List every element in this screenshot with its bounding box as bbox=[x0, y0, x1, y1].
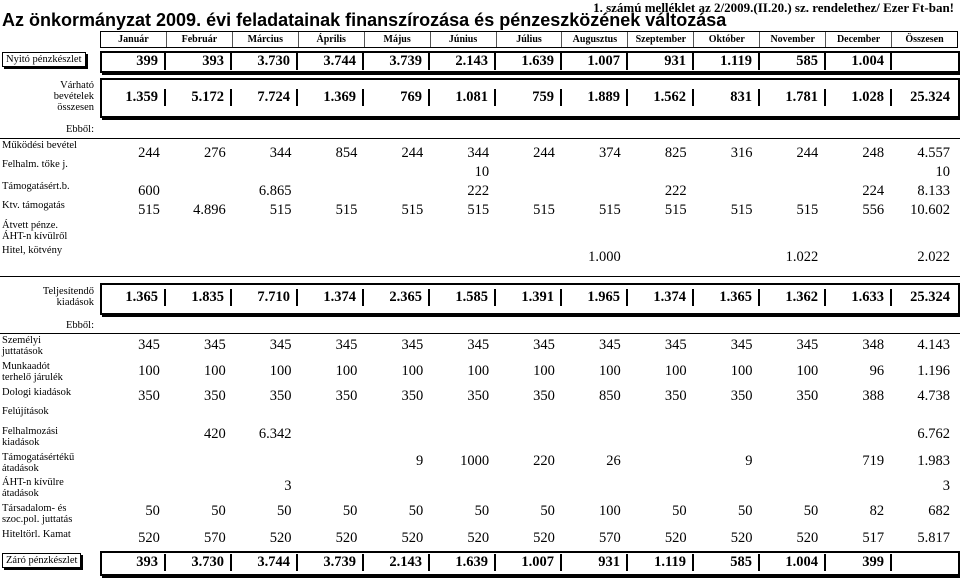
cell: 100 bbox=[203, 363, 226, 379]
cell: 520 bbox=[730, 530, 753, 546]
cell: 3 bbox=[284, 478, 292, 494]
cell: 393 bbox=[166, 53, 232, 70]
cell: 25.324 bbox=[910, 89, 950, 105]
cell: 350 bbox=[138, 388, 160, 404]
employer-row bbox=[100, 363, 956, 380]
cell: 1.889 bbox=[562, 89, 628, 106]
cell: 1.781 bbox=[760, 89, 826, 106]
cell: 1.004 bbox=[760, 554, 826, 571]
cell bbox=[824, 426, 890, 443]
cell bbox=[363, 164, 429, 181]
label-line: kiadások bbox=[2, 437, 40, 448]
cell: 345 bbox=[599, 337, 621, 353]
cell bbox=[627, 453, 693, 470]
cell: 2.365 bbox=[364, 289, 430, 306]
cell: 100 bbox=[269, 363, 292, 379]
cell: 1.374 bbox=[298, 289, 364, 306]
cell bbox=[693, 426, 759, 443]
cell bbox=[100, 426, 166, 443]
month-12: Összesen bbox=[905, 34, 944, 45]
cell: 399 bbox=[100, 53, 166, 70]
cell: 556 bbox=[862, 202, 885, 218]
reference-note: 1. számú melléklet az 2/2009.(II.20.) sz. rendelethez/ Ezer Ft-ban! bbox=[593, 0, 954, 15]
closing-label: Záró pénzkészlet bbox=[2, 553, 81, 568]
cell: 393 bbox=[100, 554, 166, 571]
cell bbox=[627, 249, 693, 266]
expense-total-label bbox=[2, 286, 94, 308]
cell: 350 bbox=[269, 388, 292, 404]
cell bbox=[166, 249, 232, 266]
closing-row bbox=[100, 554, 956, 571]
cell bbox=[758, 183, 824, 200]
cell: 854 bbox=[335, 145, 358, 161]
label-line: Társadalom- és bbox=[2, 503, 67, 514]
cell: 1.983 bbox=[917, 453, 950, 469]
operating-label: Működési bevétel bbox=[2, 140, 77, 151]
cell: 515 bbox=[796, 202, 819, 218]
social-row bbox=[100, 503, 956, 520]
cell: 348 bbox=[862, 337, 885, 353]
cell bbox=[363, 183, 429, 200]
cell: 350 bbox=[796, 388, 819, 404]
cell: 1.639 bbox=[430, 554, 496, 571]
cell bbox=[232, 249, 298, 266]
social-label bbox=[2, 503, 72, 525]
cell: 350 bbox=[664, 388, 687, 404]
cell: 515 bbox=[533, 202, 555, 218]
cell bbox=[298, 426, 364, 443]
investment-label bbox=[2, 426, 58, 448]
month-6: Július bbox=[497, 32, 563, 47]
month-11: December bbox=[826, 32, 892, 47]
cell: 100 bbox=[138, 363, 160, 379]
cell: 345 bbox=[203, 337, 226, 353]
cell: 10 bbox=[474, 164, 490, 180]
cell: 100 bbox=[335, 363, 358, 379]
cell: 10.602 bbox=[910, 202, 950, 218]
cell: 100 bbox=[796, 363, 819, 379]
of-which-label-2: Ebből: bbox=[66, 320, 94, 331]
capital-label: Felhalm. tőke j. bbox=[2, 159, 68, 170]
cell: 520 bbox=[664, 530, 687, 546]
label-line: juttatások bbox=[2, 346, 43, 357]
material-row bbox=[100, 388, 956, 405]
cell: 244 bbox=[138, 145, 160, 161]
cell: 50 bbox=[474, 503, 490, 519]
cell: 2.143 bbox=[364, 554, 430, 571]
cell bbox=[495, 478, 561, 495]
cell: 3 bbox=[942, 478, 950, 494]
month-5: Június bbox=[431, 32, 497, 47]
cell: 570 bbox=[599, 530, 621, 546]
loan-repay-row bbox=[100, 530, 956, 547]
cell bbox=[166, 453, 232, 470]
cell: 825 bbox=[664, 145, 687, 161]
cell: 388 bbox=[862, 388, 885, 404]
month-3: Április bbox=[299, 32, 365, 47]
month-2: Március bbox=[233, 32, 299, 47]
cell: 520 bbox=[335, 530, 358, 546]
cell: 100 bbox=[401, 363, 424, 379]
cell: 96 bbox=[869, 363, 885, 379]
cell: 9 bbox=[745, 453, 753, 469]
cell: 4.143 bbox=[917, 337, 950, 353]
cell bbox=[232, 164, 298, 181]
cell: 6.342 bbox=[258, 426, 292, 442]
cell: 82 bbox=[869, 503, 885, 519]
cell: 3.739 bbox=[298, 554, 364, 571]
cell: 399 bbox=[826, 554, 892, 571]
cell bbox=[298, 453, 364, 470]
cell bbox=[429, 249, 495, 266]
cell: 4.738 bbox=[917, 388, 950, 404]
cell: 759 bbox=[496, 89, 562, 106]
cell: 1.359 bbox=[100, 89, 166, 106]
cell: 50 bbox=[342, 503, 358, 519]
cell: 100 bbox=[533, 363, 555, 379]
cell: 4.557 bbox=[917, 145, 950, 161]
cell: 1000 bbox=[460, 453, 490, 469]
cell bbox=[166, 164, 232, 181]
cell bbox=[561, 426, 627, 443]
cell: 515 bbox=[138, 202, 160, 218]
cell bbox=[100, 249, 166, 266]
cell: 682 bbox=[928, 503, 950, 519]
aht-out-label bbox=[2, 477, 64, 499]
cell: 6.865 bbox=[258, 183, 292, 199]
central-subsidy-row bbox=[100, 202, 956, 219]
label-line: Támogatásértékű bbox=[2, 452, 75, 463]
label-line: Teljesítendő bbox=[42, 286, 94, 297]
renovation-label: Felújítások bbox=[2, 406, 49, 417]
cell: 345 bbox=[269, 337, 292, 353]
personnel-label bbox=[2, 335, 43, 357]
cell: 222 bbox=[467, 183, 490, 199]
label-line: összesen bbox=[57, 102, 94, 113]
transfer-label bbox=[2, 220, 67, 242]
cell: 769 bbox=[364, 89, 430, 106]
cell: 50 bbox=[540, 503, 555, 519]
cell: 1.365 bbox=[100, 289, 166, 306]
subsidy-out-row bbox=[100, 453, 956, 470]
cell bbox=[561, 164, 627, 181]
cell bbox=[363, 426, 429, 443]
month-8: Szeptember bbox=[628, 32, 694, 47]
cell bbox=[824, 164, 890, 181]
cell bbox=[495, 426, 561, 443]
cell: 6.762 bbox=[917, 426, 950, 442]
label-line: Felhalmozási bbox=[2, 426, 58, 437]
cell bbox=[561, 183, 627, 200]
cell: 50 bbox=[211, 503, 226, 519]
cell: 100 bbox=[599, 503, 621, 519]
cell: 520 bbox=[533, 530, 555, 546]
aht-out-row bbox=[100, 478, 956, 495]
cell bbox=[298, 478, 364, 495]
cell: 585 bbox=[694, 554, 760, 571]
operating-row bbox=[100, 145, 956, 162]
month-header bbox=[100, 31, 958, 48]
cell: 345 bbox=[138, 337, 160, 353]
cell: 345 bbox=[796, 337, 819, 353]
cell: 1.022 bbox=[785, 249, 819, 265]
opening-row bbox=[100, 53, 956, 70]
label-line: Várható bbox=[60, 80, 94, 91]
cell bbox=[363, 478, 429, 495]
cell: 515 bbox=[269, 202, 292, 218]
cell: 220 bbox=[533, 453, 555, 469]
investment-row bbox=[100, 426, 956, 443]
cell: 244 bbox=[533, 145, 555, 161]
cell: 3.730 bbox=[232, 53, 298, 70]
cell: 100 bbox=[467, 363, 490, 379]
cell bbox=[693, 249, 759, 266]
cell: 931 bbox=[562, 554, 628, 571]
cell: 1.562 bbox=[628, 89, 694, 106]
revenue-total-row bbox=[100, 89, 956, 106]
cell: 50 bbox=[408, 503, 424, 519]
cell: 100 bbox=[664, 363, 687, 379]
cell: 3.739 bbox=[364, 53, 430, 70]
cell: 50 bbox=[277, 503, 292, 519]
cell bbox=[892, 53, 956, 70]
capital-row bbox=[100, 164, 956, 181]
cell: 374 bbox=[599, 145, 621, 161]
cell: 1.119 bbox=[694, 53, 760, 70]
cell: 350 bbox=[203, 388, 226, 404]
page-title: Az önkormányzat 2009. évi feladatainak finanszírozása és pénzeszközének változása bbox=[2, 10, 727, 30]
month-10: November bbox=[760, 32, 826, 47]
cell: 520 bbox=[796, 530, 819, 546]
subsidy-ref-row bbox=[100, 183, 956, 200]
cell: 350 bbox=[335, 388, 358, 404]
cell: 350 bbox=[467, 388, 490, 404]
cell: 244 bbox=[401, 145, 424, 161]
cell: 931 bbox=[628, 53, 694, 70]
cell: 515 bbox=[467, 202, 490, 218]
cell: 520 bbox=[401, 530, 424, 546]
cell: 850 bbox=[599, 388, 621, 404]
cell: 3.730 bbox=[166, 554, 232, 571]
label-line: átadások bbox=[2, 463, 39, 474]
label-line: terhelő járulék bbox=[2, 372, 63, 383]
opening-label: Nyitó pénzkészlet bbox=[2, 52, 86, 67]
cell: 1.007 bbox=[496, 554, 562, 571]
cell: 10 bbox=[935, 164, 950, 180]
cell bbox=[298, 249, 364, 266]
cell: 345 bbox=[533, 337, 555, 353]
label-line: átadások bbox=[2, 488, 39, 499]
label-line: Személyi bbox=[2, 335, 42, 346]
cell: 1.369 bbox=[298, 89, 364, 106]
cell bbox=[758, 453, 824, 470]
cell: 1.374 bbox=[628, 289, 694, 306]
cell: 344 bbox=[467, 145, 490, 161]
cell: 26 bbox=[606, 453, 621, 469]
cell bbox=[100, 164, 166, 181]
cell: 7.724 bbox=[232, 89, 298, 106]
cell bbox=[429, 426, 495, 443]
cell: 515 bbox=[401, 202, 424, 218]
employer-label bbox=[2, 361, 63, 383]
cell bbox=[232, 453, 298, 470]
cell: 1.965 bbox=[562, 289, 628, 306]
cell bbox=[100, 478, 166, 495]
cell: 1.633 bbox=[826, 289, 892, 306]
cell bbox=[166, 183, 232, 200]
cell: 100 bbox=[730, 363, 753, 379]
cell bbox=[627, 164, 693, 181]
subsidy-ref-label: Támogatásért.b. bbox=[2, 181, 70, 192]
cell: 50 bbox=[672, 503, 687, 519]
loan-label: Hitel, kötvény bbox=[2, 245, 63, 256]
cell: 520 bbox=[269, 530, 292, 546]
cell bbox=[561, 478, 627, 495]
cell: 50 bbox=[737, 503, 753, 519]
cell: 8.133 bbox=[917, 183, 950, 199]
cell: 831 bbox=[694, 89, 760, 106]
cell bbox=[495, 164, 561, 181]
cell bbox=[693, 164, 759, 181]
cell: 420 bbox=[203, 426, 226, 442]
cell bbox=[298, 183, 364, 200]
cell: 1.196 bbox=[917, 363, 950, 379]
cell: 1.119 bbox=[628, 554, 694, 571]
month-7: Augusztus bbox=[562, 32, 628, 47]
cell: 570 bbox=[203, 530, 226, 546]
material-label: Dologi kiadások bbox=[2, 387, 72, 398]
cell: 515 bbox=[730, 202, 753, 218]
cell bbox=[824, 249, 890, 266]
cell: 25.324 bbox=[910, 289, 950, 305]
cell bbox=[758, 478, 824, 495]
revenue-total-label bbox=[2, 80, 94, 113]
month-4: Május bbox=[365, 32, 431, 47]
cell: 1.000 bbox=[588, 249, 621, 265]
month-0: Január bbox=[101, 32, 167, 47]
cell: 345 bbox=[401, 337, 424, 353]
cell: 585 bbox=[760, 53, 826, 70]
label-line: bevételek bbox=[53, 91, 94, 102]
central-subsidy-label: Ktv. támogatás bbox=[2, 200, 65, 211]
cell: 50 bbox=[145, 503, 160, 519]
cell bbox=[892, 554, 956, 571]
cell: 515 bbox=[599, 202, 621, 218]
cell: 2.143 bbox=[430, 53, 496, 70]
cell bbox=[495, 249, 561, 266]
month-1: Február bbox=[167, 32, 233, 47]
cell bbox=[824, 478, 890, 495]
cell: 345 bbox=[730, 337, 753, 353]
cell: 520 bbox=[467, 530, 490, 546]
cell: 9 bbox=[415, 453, 424, 469]
cell: 1.365 bbox=[694, 289, 760, 306]
label-line: Átvett pénze. bbox=[2, 220, 58, 231]
cell bbox=[627, 426, 693, 443]
cell bbox=[100, 453, 166, 470]
cell: 276 bbox=[203, 145, 226, 161]
cell: 7.710 bbox=[232, 289, 298, 306]
cell: 719 bbox=[862, 453, 885, 469]
cell: 344 bbox=[269, 145, 292, 161]
month-9: Október bbox=[694, 32, 760, 47]
label-line: szoc.pol. juttatás bbox=[2, 514, 73, 525]
cell: 244 bbox=[796, 145, 819, 161]
cell bbox=[693, 478, 759, 495]
cell: 1.362 bbox=[760, 289, 826, 306]
cell: 5.172 bbox=[166, 89, 232, 106]
cell bbox=[758, 164, 824, 181]
cell: 50 bbox=[803, 503, 819, 519]
cell bbox=[693, 183, 759, 200]
cell: 345 bbox=[335, 337, 358, 353]
cell: 1.028 bbox=[826, 89, 892, 106]
cell bbox=[298, 164, 364, 181]
cell: 517 bbox=[862, 530, 885, 546]
cell: 515 bbox=[335, 202, 358, 218]
cell: 100 bbox=[599, 363, 621, 379]
cell: 1.391 bbox=[496, 289, 562, 306]
cell: 1.585 bbox=[430, 289, 496, 306]
expense-total-row bbox=[100, 289, 956, 306]
loan-row bbox=[100, 249, 956, 266]
loan-repay-label: Hiteltörl. Kamat bbox=[2, 529, 71, 540]
cell bbox=[166, 478, 232, 495]
personnel-row bbox=[100, 337, 956, 354]
cell: 316 bbox=[730, 145, 753, 161]
cell: 345 bbox=[664, 337, 687, 353]
cell: 222 bbox=[664, 183, 687, 199]
label-line: Munkaadót bbox=[2, 361, 50, 372]
cell: 3.744 bbox=[232, 554, 298, 571]
label-line: kiadások bbox=[56, 297, 94, 308]
cell: 4.896 bbox=[193, 202, 226, 218]
cell: 350 bbox=[401, 388, 424, 404]
cell: 5.817 bbox=[917, 530, 950, 546]
of-which-label-1: Ebből: bbox=[66, 124, 94, 135]
cell: 350 bbox=[533, 388, 555, 404]
cell: 520 bbox=[138, 530, 160, 546]
cell: 1.007 bbox=[562, 53, 628, 70]
label-line: ÁHT-n kívülre bbox=[2, 477, 64, 488]
cell: 345 bbox=[467, 337, 490, 353]
cell bbox=[495, 183, 561, 200]
cell: 600 bbox=[138, 183, 160, 199]
cell bbox=[627, 478, 693, 495]
cell: 224 bbox=[862, 183, 885, 199]
cell: 1.081 bbox=[430, 89, 496, 106]
cell bbox=[429, 478, 495, 495]
subsidy-out-label bbox=[2, 452, 74, 474]
cell: 3.744 bbox=[298, 53, 364, 70]
cell: 350 bbox=[730, 388, 753, 404]
cell bbox=[758, 426, 824, 443]
label-line: ÁHT-n kívülről bbox=[2, 231, 68, 242]
cell: 1.004 bbox=[826, 53, 892, 70]
cell: 248 bbox=[862, 145, 885, 161]
cell: 515 bbox=[664, 202, 687, 218]
cell: 1.639 bbox=[496, 53, 562, 70]
cell: 1.835 bbox=[166, 289, 232, 306]
cell bbox=[363, 249, 429, 266]
cell: 2.022 bbox=[917, 249, 950, 265]
